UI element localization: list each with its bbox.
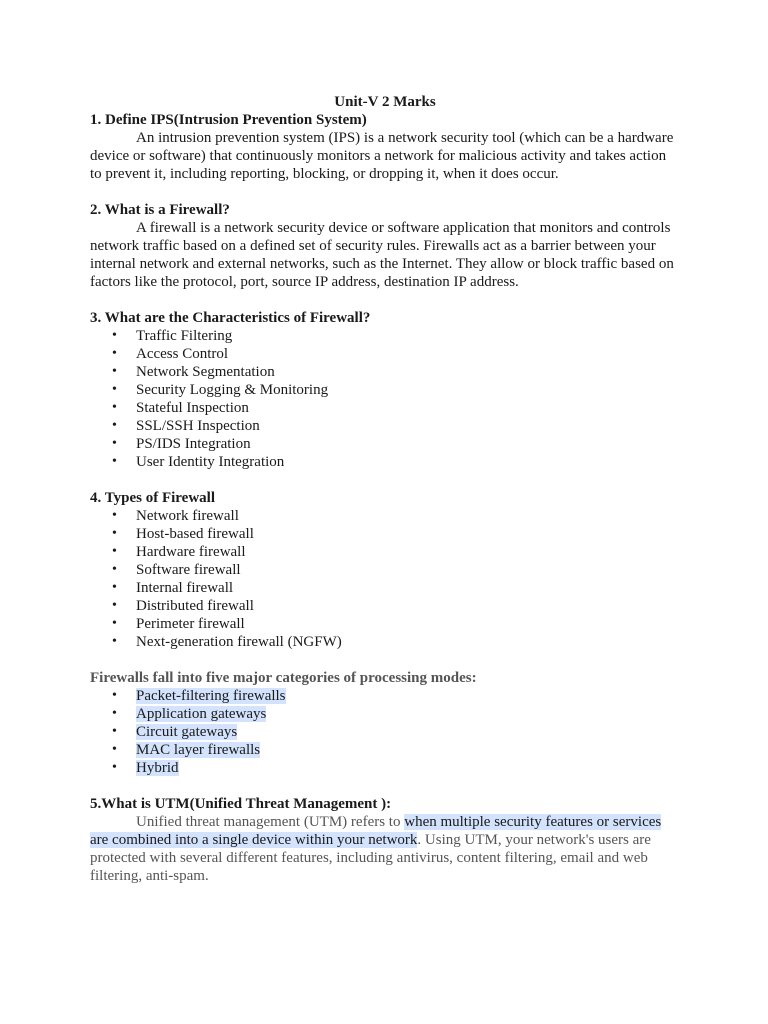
- bullet-icon: •: [112, 364, 117, 379]
- section-1-paragraph: An intrusion prevention system (IPS) is a network security tool (which can be a hardware device or software) that continuously monitors a network for malicious activity and takes action to prevent it, including reporting, blocking, or dropping it, when it does occur.: [90, 130, 674, 182]
- bullet-icon: •: [112, 400, 117, 415]
- section-5-heading: 5.What is UTM(Unified Threat Management ):: [90, 796, 392, 812]
- bullet-icon: •: [112, 436, 117, 451]
- list-item: • Application gateways: [112, 706, 267, 722]
- processing-modes-heading: Firewalls fall into five major categories of processing modes:: [90, 670, 477, 686]
- list-item: • Security Logging & Monitoring: [112, 382, 329, 398]
- list-item: • Next-generation firewall (NGFW): [112, 634, 342, 650]
- list-item: • Network Segmentation: [112, 364, 275, 380]
- bullet-icon: •: [112, 382, 117, 397]
- section-2-paragraph: A firewall is a network security device or software application that monitors and controls network traffic based on a defined set of security rules. Firewalls act as a barrier between your internal network and external networks, such as the Internet. They allow or block traffic based on factors like the protocol, port, source IP address, destination IP address.: [90, 220, 674, 290]
- list-item: • Software firewall: [112, 562, 241, 578]
- list-item: • Traffic Filtering: [112, 328, 233, 344]
- list-item: • Circuit gateways: [112, 724, 238, 740]
- section-5-paragraph: Unified threat management (UTM) refers to when multiple security features or services are combined into a single device within your network. Using UTM, your network's users are protected with several different features, including antivirus, content filtering, email and web filtering, anti-spam.: [90, 814, 662, 884]
- list-item: • Perimeter firewall: [112, 616, 245, 632]
- characteristics-list: [90, 327, 680, 471]
- bullet-icon: •: [112, 760, 117, 775]
- bullet-icon: •: [112, 508, 117, 523]
- bullet-icon: •: [112, 526, 117, 541]
- bullet-icon: •: [112, 634, 117, 649]
- highlighted-text: when multiple security features or services are combined into a single device within your network: [90, 814, 662, 848]
- list-item: • Internal firewall: [112, 580, 234, 596]
- bullet-icon: •: [112, 562, 117, 577]
- bullet-icon: •: [112, 544, 117, 559]
- bullet-icon: •: [112, 418, 117, 433]
- list-item: • Packet-filtering firewalls: [112, 688, 286, 704]
- bullet-icon: •: [112, 706, 117, 721]
- list-item: • Hardware firewall: [112, 544, 246, 560]
- list-item: • MAC layer firewalls: [112, 742, 261, 758]
- bullet-icon: •: [112, 454, 117, 469]
- bullet-icon: •: [112, 724, 117, 739]
- document-body: [90, 93, 680, 885]
- processing-modes-list: [90, 687, 680, 777]
- list-item: • Hybrid: [112, 760, 179, 776]
- section-1-heading: 1. Define IPS(Intrusion Prevention System): [90, 112, 367, 128]
- bullet-icon: •: [112, 598, 117, 613]
- list-item: • Network firewall: [112, 508, 239, 524]
- section-4-heading: 4. Types of Firewall: [90, 490, 215, 506]
- section-2-heading: 2. What is a Firewall?: [90, 202, 230, 218]
- bullet-icon: •: [112, 742, 117, 757]
- bullet-icon: •: [112, 580, 117, 595]
- bullet-icon: •: [112, 328, 117, 343]
- list-item: • Host-based firewall: [112, 526, 254, 542]
- bullet-icon: •: [112, 616, 117, 631]
- document-title: Unit-V 2 Marks: [334, 94, 436, 110]
- list-item: • Distributed firewall: [112, 598, 254, 614]
- bullet-icon: •: [112, 346, 117, 361]
- list-item: • User Identity Integration: [112, 454, 285, 470]
- firewall-types-list: [90, 507, 680, 651]
- section-3-heading: 3. What are the Characteristics of Firewall?: [90, 310, 371, 326]
- list-item: • PS/IDS Integration: [112, 436, 251, 452]
- list-item: • Access Control: [112, 346, 229, 362]
- list-item: • SSL/SSH Inspection: [112, 418, 260, 434]
- bullet-icon: •: [112, 688, 117, 703]
- list-item: • Stateful Inspection: [112, 400, 249, 416]
